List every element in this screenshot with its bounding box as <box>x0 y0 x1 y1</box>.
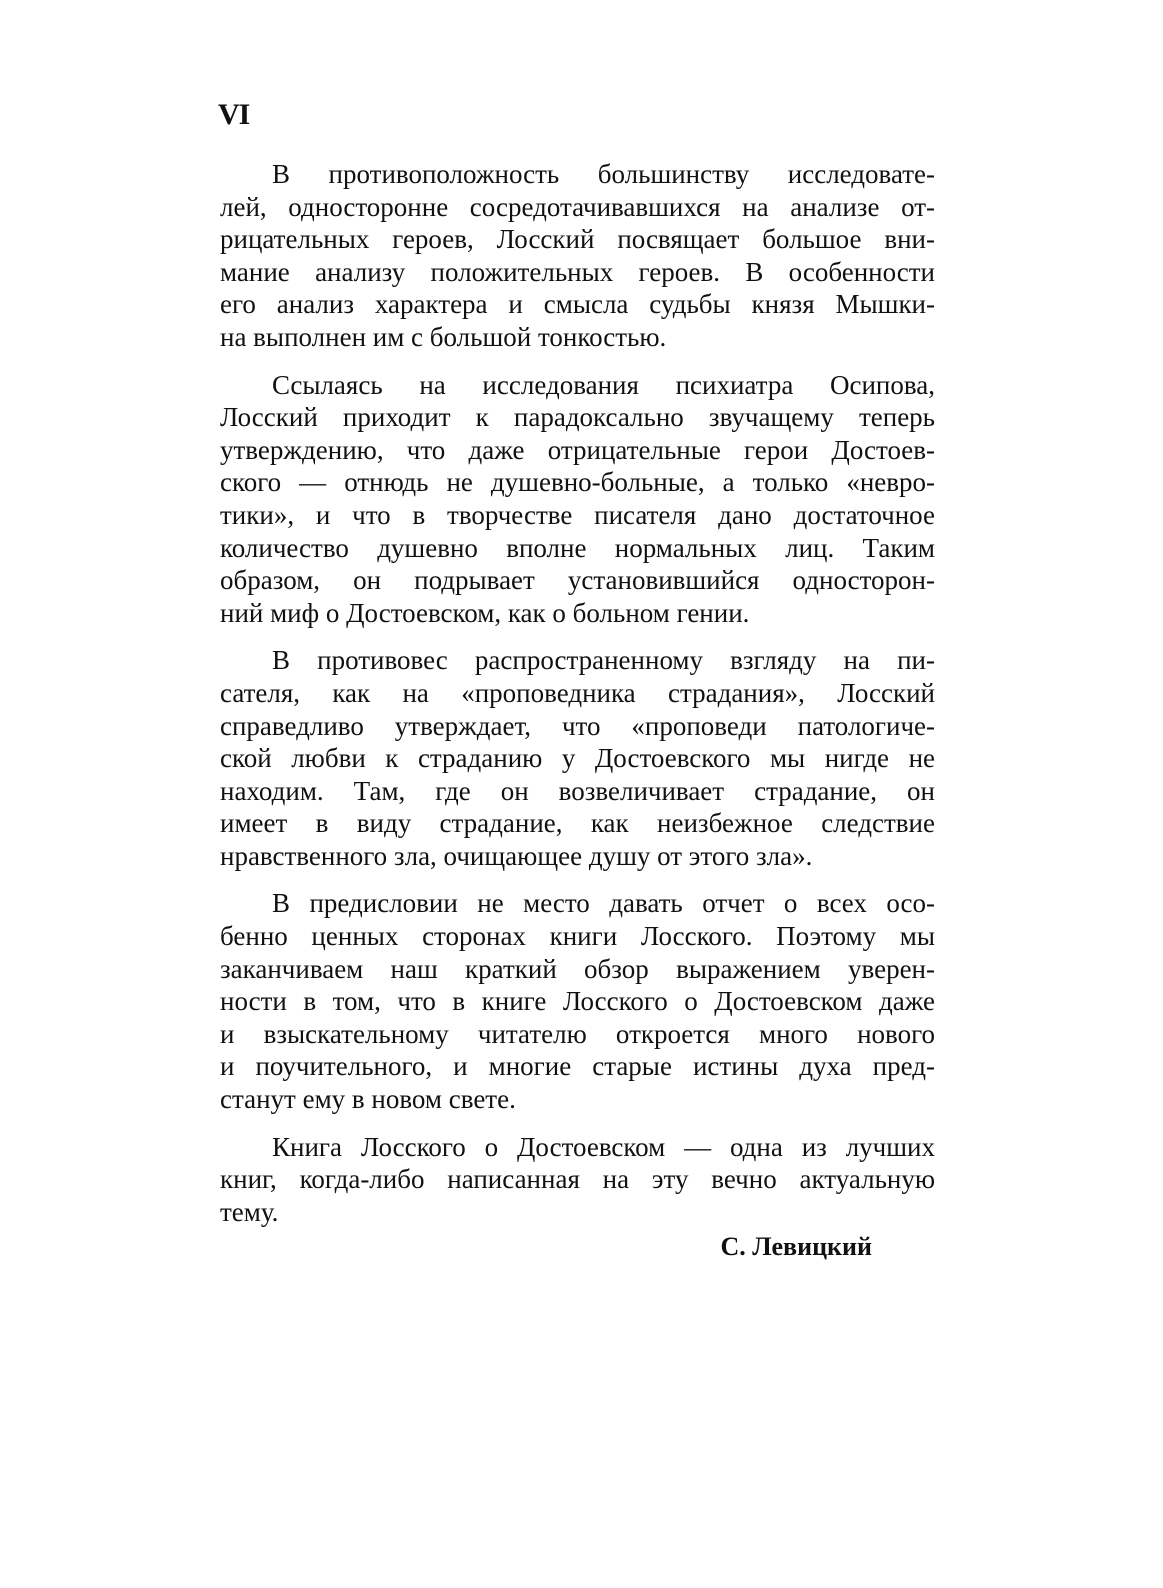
text-line: справедливо утверждает, что «проповеди патологиче- <box>220 710 935 741</box>
text-line: и поучительного, и многие старые истины духа пред- <box>220 1051 935 1082</box>
text-line: бенно ценных сторонах книги Лосского. Поэтому мы <box>220 921 935 952</box>
text-line: заканчиваем наш краткий обзор выражением уверен- <box>220 953 935 984</box>
paragraph <box>220 887 935 1115</box>
text-line: количество душевно вполне нормальных лиц. Таким <box>220 532 935 563</box>
text-line: имеет в виду страдание, как неизбежное следствие <box>220 808 935 839</box>
text-line: тему. <box>220 1196 279 1227</box>
text-line: тики», и что в творчестве писателя дано достаточное <box>220 499 935 530</box>
text-line: В предисловии не место давать отчет о всех осо- <box>272 888 935 919</box>
text-line: ской любви к страданию у Достоевского мы нигде не <box>220 743 935 774</box>
paragraph <box>220 369 935 630</box>
text-line: станут ему в новом свете. <box>220 1084 516 1115</box>
page-number: VI <box>218 98 250 131</box>
text-line: Книга Лосского о Достоевском — одна из лучших <box>272 1131 935 1162</box>
paragraph <box>220 158 935 354</box>
paragraph <box>220 1131 935 1229</box>
text-line: нравственного зла, очищающее душу от этого зла». <box>220 840 813 871</box>
paragraph <box>220 644 935 872</box>
text-line: Ссылаясь на исследования психиатра Осипова, <box>272 369 935 400</box>
body-text <box>220 158 935 1243</box>
text-line: книг, когда-либо написанная на эту вечно актуальную <box>220 1164 935 1195</box>
text-line: его анализ характера и смысла судьбы князя Мышки- <box>220 289 935 320</box>
text-line: утверждению, что даже отрицательные герои Достоев- <box>220 434 935 465</box>
text-line: находим. Там, где он возвеличивает страдание, он <box>220 775 935 806</box>
text-line: ского — отнюдь не душевно-больные, а только «невро- <box>220 467 935 498</box>
text-line: ний миф о Достоевском, как о больном гении. <box>220 597 750 628</box>
text-line: В противоположность большинству исследовате- <box>272 159 935 189</box>
text-line: на выполнен им с большой тонкостью. <box>220 321 667 352</box>
text-line: рицательных героев, Лосский посвящает большое вни- <box>220 224 935 255</box>
text-line: сателя, как на «проповедника страдания», Лосский <box>220 677 935 708</box>
text-line: мание анализу положительных героев. В особенности <box>220 256 935 287</box>
text-line: образом, он подрывает установившийся односторон- <box>220 565 935 596</box>
text-line: лей, односторонне сосредотачивавшихся на анализе от- <box>220 191 935 222</box>
text-line: и взыскательному читателю откроется много нового <box>220 1018 935 1049</box>
text-line: Лосский приходит к парадоксально звучащему теперь <box>220 402 935 433</box>
text-line: ности в том, что в книге Лосского о Достоевском даже <box>220 986 935 1017</box>
author-signature: С. Левицкий <box>720 1232 872 1261</box>
text-line: В противовес распространенному взгляду на пи- <box>272 645 935 676</box>
